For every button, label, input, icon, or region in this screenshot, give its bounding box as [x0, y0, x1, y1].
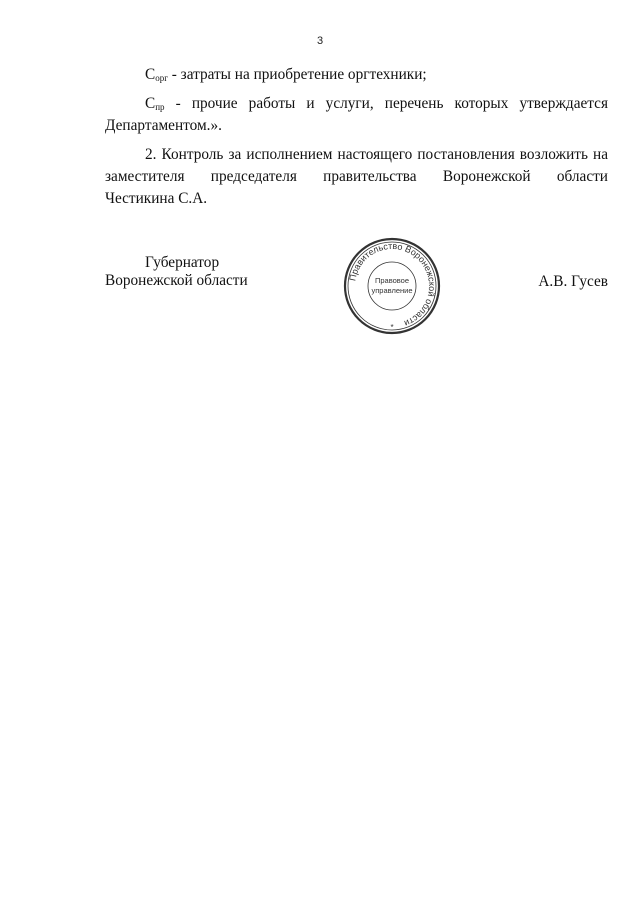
paragraph-control — [105, 144, 608, 210]
cost-symbol-subscript: пр — [155, 102, 165, 112]
paragraph-line: заместителя председателя правительства Воронежской области — [105, 168, 608, 185]
paragraph-line: Честикина С.А. — [105, 190, 208, 207]
seal-center-text-line2: управление — [371, 286, 413, 295]
cost-symbol: С — [145, 66, 156, 83]
signatory-title-line: Воронежской области — [105, 272, 248, 289]
paragraph-line — [105, 93, 608, 115]
signatory-title-line: Губернатор — [145, 254, 220, 271]
document-body — [105, 64, 608, 217]
paragraph-line: Департаментом.». — [105, 117, 222, 134]
paragraph-costs-equipment — [105, 64, 608, 86]
seal-center-text-line1: Правовое — [374, 276, 410, 285]
cost-symbol-subscript: орг — [155, 73, 168, 83]
page-number: 3 — [316, 35, 324, 47]
seal-star: * — [390, 323, 394, 332]
cost-symbol: С — [145, 95, 156, 112]
cost-description: - затраты на приобретение оргтехники; — [167, 66, 427, 83]
signatory-title — [105, 254, 248, 290]
official-seal — [342, 236, 442, 336]
seal-outer-text: Правительство Воронежской области — [347, 240, 438, 329]
cost-description: - прочие работы и услуги, перечень которых утверждается — [164, 95, 608, 112]
paragraph-costs-other — [105, 93, 608, 137]
signatory-name: А.В. Гусев — [538, 273, 608, 290]
paragraph-line: 2. Контроль за исполнением настоящего постановления возложить на — [145, 146, 608, 163]
